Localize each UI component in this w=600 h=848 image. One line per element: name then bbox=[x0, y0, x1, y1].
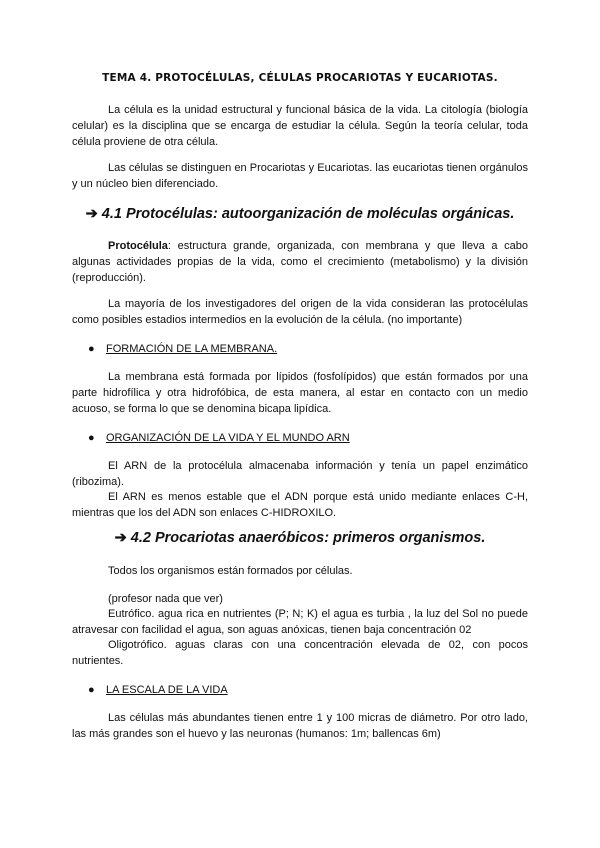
definition-text: : estructura grande, organizada, con membrana y que lleva a cabo algunas actividades propias de la vida, como el crecimiento (metabolismo) y la división (reproducción). bbox=[72, 240, 528, 284]
protocelula-definition bbox=[72, 238, 528, 286]
bullet-escala bbox=[88, 682, 228, 698]
membrana-paragraph: La membrana está formada por lípidos (fosfolípidos) que están formados por una parte hidrofílica y otra hidrofóbica, de esta manera, al estar en contacto con un medio acuoso, se forma lo que se denomina bicapa lipídica. bbox=[72, 371, 528, 415]
section-2-heading bbox=[0, 530, 600, 546]
bullet-icon: ● bbox=[88, 684, 95, 696]
arn-paragraph-1: El ARN de la protocélula almacenaba información y tenía un papel enzimático (ribozima). bbox=[72, 460, 528, 488]
intro-paragraph-1: La célula es la unidad estructural y funcional básica de la vida. La citología (biología celular) es la disciplina que se encarga de estudiar la célula. Según la teoría celular, toda célula proviene de otra célula. bbox=[72, 104, 528, 148]
bullet-arn-label: ORGANIZACIÓN DE LA VIDA Y EL MUNDO ARN bbox=[106, 432, 350, 444]
oligotrofico-paragraph: Oligotrófico. aguas claras con una concentración elevada de 02, con pocos nutrientes. bbox=[72, 639, 528, 667]
bullet-escala-label: LA ESCALA DE LA VIDA bbox=[106, 684, 228, 696]
arrow-icon: ➔ bbox=[114, 530, 127, 546]
section-1-heading-text: 4.1 Protocélulas: autoorganización de moléculas orgánicas. bbox=[101, 206, 515, 222]
definition-term: Protocélula bbox=[108, 240, 168, 252]
eutrofico-paragraph: Eutrófico. agua rica en nutrientes (P; N; K) el agua es turbia , la luz del Sol no puede atravesar con facilidad el agua, son aguas anóxicas, tienen baja concentración 02 bbox=[72, 608, 528, 636]
bullet-membrana bbox=[88, 341, 277, 357]
escala-paragraph: Las células más abundantes tienen entre 1 y 100 micras de diámetro. Por otro lado, las más grandes son el huevo y las neuronas (humanos: 1m; ballencas 6m) bbox=[72, 712, 528, 740]
bullet-membrana-label: FORMACIÓN DE LA MEMBRANA. bbox=[106, 343, 278, 355]
arrow-icon: ➔ bbox=[85, 206, 98, 222]
section-2-heading-text: 4.2 Procariotas anaeróbicos: primeros organismos. bbox=[130, 530, 486, 546]
section-1-paragraph-2: La mayoría de los investigadores del origen de la vida consideran las protocélulas como posibles estadios intermedios en la evolución de la célula. (no importante) bbox=[72, 298, 528, 326]
intro-paragraph-2: Las células se distinguen en Procariotas y Eucariotas. las eucariotas tienen orgánulos y un núcleo bien diferenciado. bbox=[72, 162, 528, 190]
section-1-heading bbox=[0, 206, 600, 222]
bullet-arn bbox=[88, 430, 350, 446]
section-2-paragraph-1: Todos los organismos están formados por células. bbox=[108, 565, 353, 577]
arn-paragraph-2: El ARN es menos estable que el ADN porque está unido mediante enlaces C-H, mientras que los del ADN son enlaces C-HIDROXILO. bbox=[72, 491, 528, 519]
bullet-icon: ● bbox=[88, 432, 95, 444]
document-title: TEMA 4. PROTOCÉLULAS, CÉLULAS PROCARIOTAS Y EUCARIOTAS. bbox=[102, 72, 498, 84]
section-2-paragraph-2: (profesor nada que ver) bbox=[108, 593, 223, 605]
bullet-icon: ● bbox=[88, 343, 95, 355]
